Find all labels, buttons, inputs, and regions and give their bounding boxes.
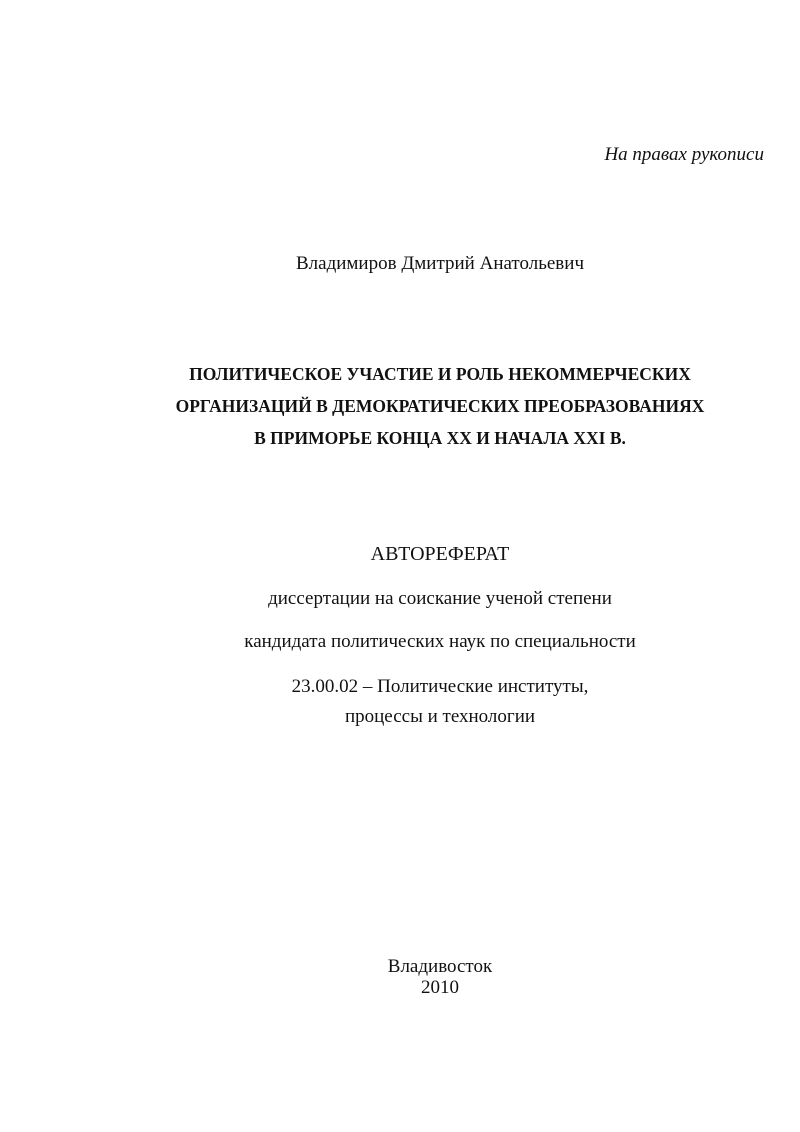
rights-note: На правах рукописи: [604, 144, 764, 165]
author-name: Владимиров Дмитрий Анатольевич: [295, 253, 584, 274]
publication-year: 2010: [421, 977, 459, 998]
title-line-3: В ПРИМОРЬЕ КОНЦА XX И НАЧАЛА XXI В.: [254, 428, 626, 448]
description-line-4: процессы и технологии: [344, 706, 536, 727]
publication-city: Владивосток: [387, 956, 493, 977]
dissertation-title: [40, 358, 800, 454]
title-line-2: ОРГАНИЗАЦИЙ В ДЕМОКРАТИЧЕСКИХ ПРЕОБРАЗОВАНИЯХ: [175, 396, 705, 416]
description-line-1: диссертации на соискание ученой степени: [268, 588, 612, 609]
title-line-1: ПОЛИТИЧЕСКОЕ УЧАСТИЕ И РОЛЬ НЕКОММЕРЧЕСКИХ: [189, 364, 691, 384]
description-line-2: кандидата политических наук по специальности: [244, 631, 636, 652]
description-line-3: 23.00.02 – Политические институты,: [291, 676, 589, 697]
document-genre: АВТОРЕФЕРАТ: [370, 543, 510, 565]
